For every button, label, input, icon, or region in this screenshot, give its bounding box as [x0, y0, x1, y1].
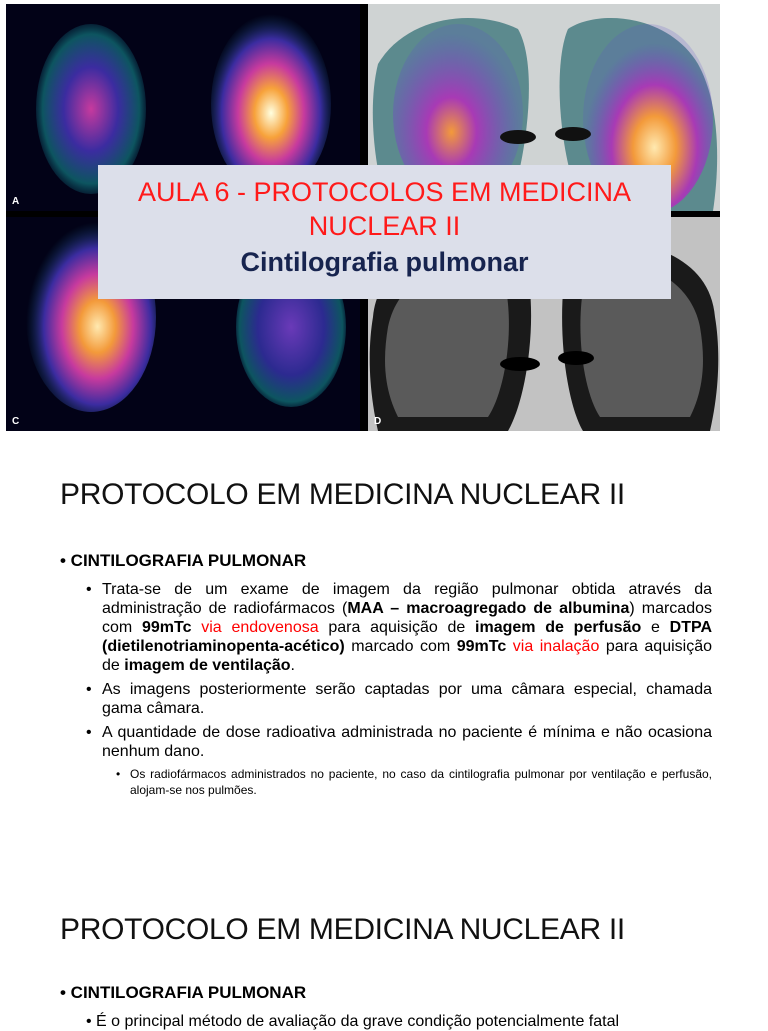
title-box [98, 165, 671, 299]
slide2-content [86, 580, 712, 798]
panel-label-d: D [374, 416, 382, 427]
sub-paragraph-4: • Os radiofármacos administrados no paciente, no caso da cintilografia pulmonar por ventilação e perfusão, alojam-se nos pulmões. [116, 766, 712, 798]
paragraph-3: • A quantidade de dose radioativa administrada no paciente é mínima e não ocasiona nenhum dano. [86, 723, 712, 761]
panel-label-c: C [12, 416, 20, 427]
slide3-cut-line: • É o principal método de avaliação da grave condição potencialmente fatal [86, 1013, 620, 1030]
paragraph-1: • Trata-se de um exame de imagem da região pulmonar obtida através da administração de radiofármacos (MAA – macroagregado de albumina) marcados com 99mTc via endovenosa para aquisição de imagem de perfusão e DTPA (dietilenotriaminopenta-acético) marcado com 99mTc via inalação para aquisição de imagem de ventilação. [86, 580, 712, 675]
slide2-bullet-title: • CINTILOGRAFIA PULMONAR [60, 551, 307, 570]
slide2-heading: PROTOCOLO EM MEDICINA NUCLEAR II [60, 478, 625, 511]
slide3-heading: PROTOCOLO EM MEDICINA NUCLEAR II [60, 913, 625, 946]
title-subtitle: Cintilografia pulmonar [240, 247, 529, 277]
slide3-bullet-title: • CINTILOGRAFIA PULMONAR [60, 983, 307, 1002]
title-line-1: AULA 6 - PROTOCOLOS EM MEDICINA [137, 177, 632, 207]
paragraph-2: • As imagens posteriormente serão captadas por uma câmara especial, chamada gama câmara. [86, 680, 712, 718]
panel-label-a: A [12, 196, 20, 207]
title-line-2: NUCLEAR II [308, 211, 461, 241]
